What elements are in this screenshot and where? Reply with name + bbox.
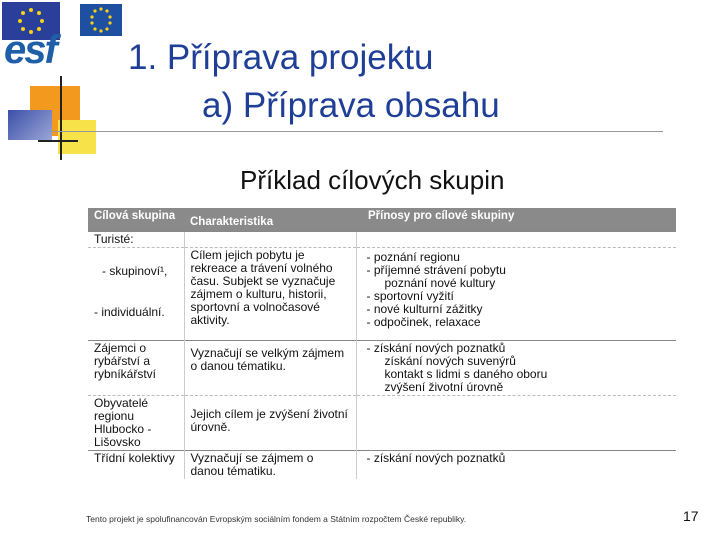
table-row xyxy=(88,396,676,451)
section-heading: Příklad cílových skupin xyxy=(240,165,505,195)
table-cell xyxy=(356,341,676,396)
page-subtitle: a) Příprava obsahu xyxy=(202,86,500,125)
decor-vline xyxy=(60,76,62,160)
eu-flag-icon xyxy=(80,4,122,36)
list-item: - skupinoví¹, xyxy=(102,264,168,278)
list-item: - sportovní vyžití xyxy=(366,289,454,303)
list-item: - odpočinek, relaxace xyxy=(366,315,481,329)
title-divider xyxy=(48,131,663,132)
list-item: - individuální. xyxy=(94,305,165,319)
list-item: získání nových suvenýrů xyxy=(384,354,516,368)
list-item: kontakt s lidmi s daného oboru xyxy=(384,367,548,381)
table-cell xyxy=(356,248,676,341)
table-cell: Jejich cílem je zvýšení životní úrovně. xyxy=(184,396,356,451)
decor-hline xyxy=(38,140,78,142)
table-cell: Třídní kolektivy xyxy=(88,451,184,480)
table-row xyxy=(88,248,676,341)
table-cell: Obyvatelé regionu Hlubocko - Lišovsko xyxy=(88,396,184,451)
decor-yellow-square xyxy=(58,120,96,154)
table-row xyxy=(88,232,676,248)
list-item: - poznání regionu xyxy=(366,250,460,264)
target-groups-table xyxy=(88,208,676,479)
table-row xyxy=(88,341,676,396)
list-item: - nové kulturní zážitky xyxy=(366,302,483,316)
esf-logo: esf xyxy=(4,28,56,72)
table-header-row xyxy=(88,208,676,232)
page-number: 17 xyxy=(683,508,699,524)
table-cell: Vyznačují se velkým zájmem o danou tématiku. xyxy=(184,341,356,396)
list-item: - získání nových poznatků xyxy=(366,341,506,355)
page-title: 1. Příprava projektu xyxy=(128,38,434,77)
table-cell xyxy=(88,248,184,341)
decor-blue-square xyxy=(8,110,52,140)
list-item: poznání nové kultury xyxy=(384,276,496,290)
table-cell: Zájemci o rybářství a rybníkářství xyxy=(88,341,184,396)
list-item: - získání nových poznatků xyxy=(366,451,506,465)
table-row xyxy=(88,451,676,480)
table-cell: Vyznačují se zájmem o danou tématiku. xyxy=(184,451,356,480)
list-item: - příjemné strávení pobytu xyxy=(366,263,506,277)
table-cell: Cílem jejich pobytu je rekreace a trávení volného času. Subjekt se vyznačuje zájmem o kulturu, historii, sportovní a volnočasové aktivity. xyxy=(184,248,356,341)
table-cell xyxy=(356,451,676,480)
table-header: Přínosy pro cílové skupiny xyxy=(356,208,676,232)
list-item: zvýšení životní úrovně xyxy=(384,380,504,394)
table-cell: Turisté: xyxy=(88,232,184,248)
footer-note: Tento projekt je spolufinancován Evropským sociálním fondem a Státním rozpočtem České republiky. xyxy=(86,514,467,524)
table-header: Cílová skupina xyxy=(88,208,184,232)
table-header: Charakteristika xyxy=(184,208,356,232)
